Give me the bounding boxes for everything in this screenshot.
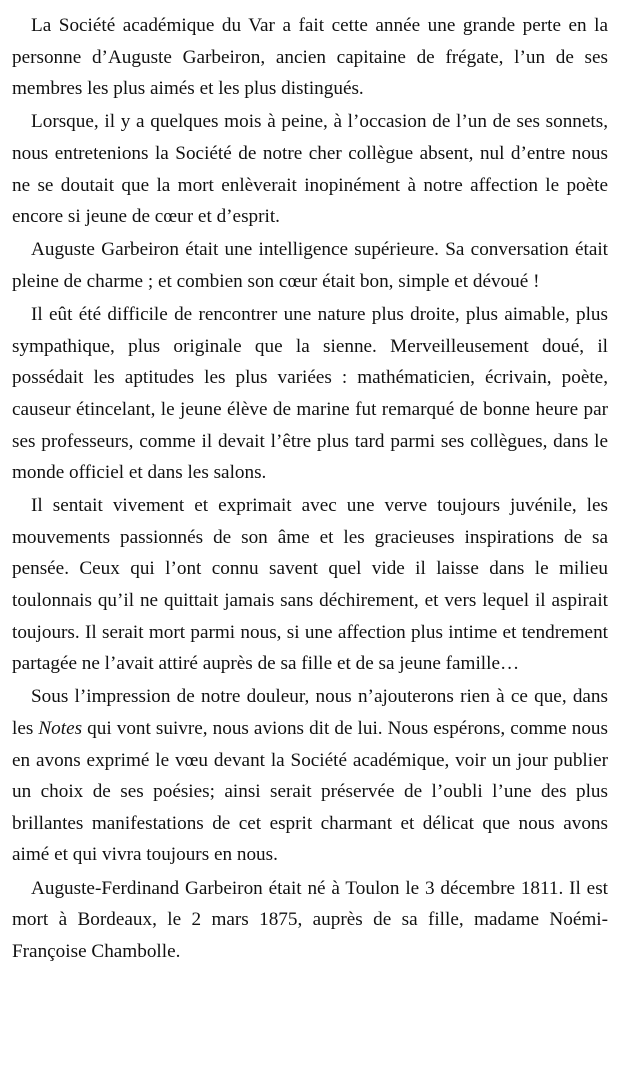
paragraph-3: Auguste Garbeiron était une intelligence supérieure. Sa conversation était pleine de charme ; et combien son cœur était bon, simple et dévoué ! — [12, 239, 608, 292]
paragraph-6 — [12, 681, 608, 871]
notes-emphasis: Notes — [38, 718, 83, 740]
paragraph-6-before: Sous l’impression de notre douleur, nous n’ajouterons rien à ce que, dans les — [12, 686, 608, 740]
paragraph-2: Lorsque, il y a quelques mois à peine, à l’occasion de l’un de ses sonnets, nous entretenions la Société de notre cher collègue absent, nul d’entre nous ne se doutait que la mort enlèverait inopinément à notre affection le poète encore si jeune de cœur et d’esprit. — [12, 111, 608, 228]
paragraph-1: La Société académique du Var a fait cette année une grande perte en la personne d’Auguste Garbeiron, ancien capitaine de frégate, l’un de ses membres les plus aimés et les plus distingués. — [12, 15, 608, 100]
paragraph-4: Il eût été difficile de rencontrer une nature plus droite, plus aimable, plus sympathique, plus originale que la sienne. Merveilleusement doué, il possédait les aptitudes les plus variées : mathématicien, écrivain, poète, causeur étincelant, le jeune élève de marine fut remarqué de bonne heure par ses professeurs, comme il devait l’être plus tard parmi ses collègues, dans le monde officiel et dans les salons. — [12, 304, 608, 484]
document-page — [12, 10, 608, 1070]
paragraph-7: Auguste-Ferdinand Garbeiron était né à Toulon le 3 décembre 1811. Il est mort à Bordeaux, le 2 mars 1875, auprès de sa fille, madame Noémi-Françoise Chambolle. — [12, 877, 608, 962]
paragraph-5: Il sentait vivement et exprimait avec une verve toujours juvénile, les mouvements passionnés de son âme et les gracieuses inspirations de sa pensée. Ceux qui l’ont connu savent quel vide il laisse dans le milieu toulonnais qu’il ne quittait jamais sans déchirement, et vers lequel il aspirait toujours. Il serait mort parmi nous, si une affection plus intime et tendrement partagée ne l’avait attiré auprès de sa fille et de sa jeune famille… — [12, 495, 608, 675]
paragraph-6-after: qui vont suivre, nous avions dit de lui. Nous espérons, comme nous en avons exprimé le vœu devant la Société académique, voir un jour publier un choix de ses poésies; ainsi serait préservée de l’oubli l’une des plus brillantes manifestations de cet esprit charmant et délicat que nous avons aimé et qui vivra toujours en nous. — [12, 718, 608, 866]
